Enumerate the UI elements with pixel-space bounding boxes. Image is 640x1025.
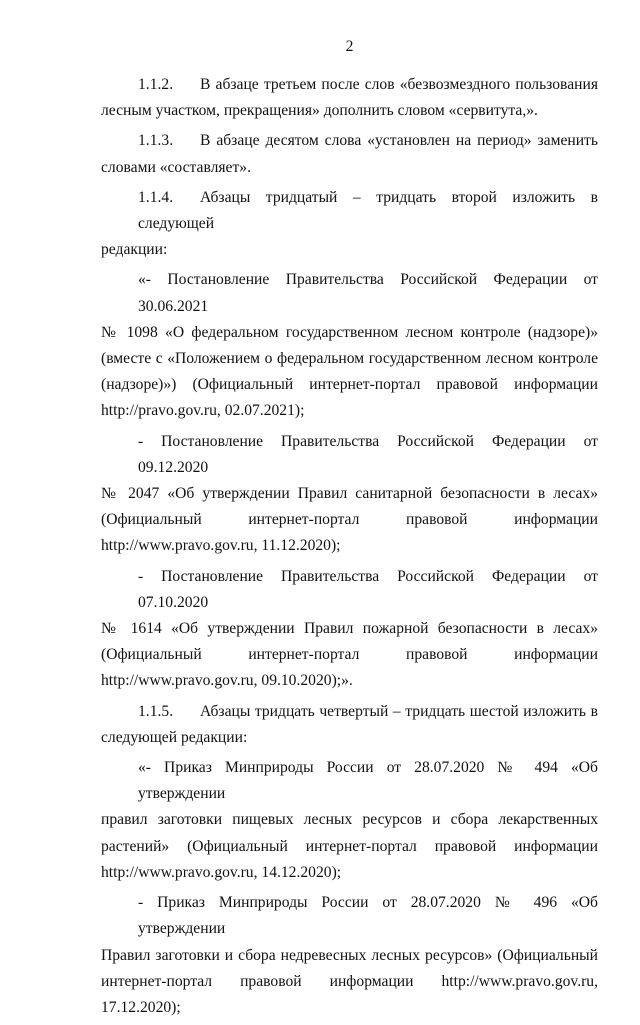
- text-line: [101, 128, 598, 154]
- document-body: [101, 72, 598, 1021]
- text-line: № 2047 «Об утверждении Правил санитарной безопасности в лесах»: [101, 485, 598, 503]
- text-line: лесным участком, прекращения» дополнить словом «сервитута,».: [101, 102, 538, 120]
- text-line: http://pravo.gov.ru, 02.07.2021);: [101, 402, 305, 420]
- paragraph-number: 1.1.4.: [138, 188, 174, 206]
- text-line: правил заготовки пищевых лесных ресурсов и сбора лекарственных: [101, 811, 598, 829]
- numbered-paragraph: [101, 185, 598, 264]
- text-line: [101, 699, 598, 725]
- text-line: «- Приказ Минприроды России от 28.07.2020 № 494 «Об утверждении: [138, 759, 598, 803]
- paragraph-text: В абзаце третьем после слов «безвозмездного пользования: [200, 76, 598, 93]
- text-line: http://www.pravo.gov.ru, 09.10.2020);».: [101, 672, 353, 690]
- text-line: Правил заготовки и сбора недревесных лесных ресурсов» (Официальный: [101, 946, 598, 964]
- text-line: http://www.pravo.gov.ru, 11.12.2020);: [101, 537, 341, 555]
- paragraph-text: Абзацы тридцать четвертый – тридцать шестой изложить в: [200, 702, 598, 720]
- numbered-paragraph: [101, 72, 598, 124]
- quoted-paragraph: [101, 755, 598, 886]
- text-line: (Официальный интернет-портал правовой информации: [101, 646, 598, 664]
- text-line: http://www.pravo.gov.ru, 14.12.2020);: [101, 863, 342, 881]
- paragraph-text: В абзаце десятом слова «установлен на период» заменить: [200, 132, 598, 150]
- text-line: - Постановление Правительства Российской Федерации от 09.12.2020: [138, 432, 598, 476]
- page-number: 2: [345, 38, 354, 55]
- text-line: [101, 72, 598, 98]
- text-line: (вместе с «Положением о федеральном государственном лесном контроле: [101, 350, 598, 368]
- text-line: растений» (Официальный интернет-портал правовой информации: [101, 837, 598, 855]
- text-line: - Постановление Правительства Российской Федерации от 07.10.2020: [138, 567, 598, 611]
- text-line: (надзоре)») (Официальный интернет-портал правовой информации: [101, 376, 598, 394]
- quoted-paragraph: [101, 429, 598, 560]
- numbered-paragraph: [101, 699, 598, 751]
- text-line: [101, 185, 598, 237]
- text-line: словами «составляет».: [101, 158, 251, 176]
- text-line: «- Постановление Правительства Российской Федерации от 30.06.2021: [138, 271, 598, 315]
- document-page: [101, 32, 598, 1025]
- text-line: № 1098 «О федеральном государственном лесном контроле (надзоре)»: [101, 323, 598, 341]
- paragraph-number: 1.1.3.: [138, 132, 174, 150]
- quoted-paragraph: [101, 890, 598, 1021]
- text-line: интернет-портал правовой информации http://www.pravo.gov.ru, 17.12.2020);: [101, 972, 598, 1016]
- text-line: - Приказ Минприроды России от 28.07.2020 № 496 «Об утверждении: [138, 894, 598, 938]
- numbered-paragraph: [101, 128, 598, 180]
- text-line: следующей редакции:: [101, 728, 248, 746]
- paragraph-number: 1.1.5.: [138, 702, 174, 720]
- quoted-paragraph: [101, 564, 598, 695]
- paragraph-number: 1.1.2.: [138, 76, 174, 93]
- text-line: (Официальный интернет-портал правовой информации: [101, 511, 598, 529]
- text-line: редакции:: [101, 241, 168, 259]
- paragraph-text: Абзацы тридцатый – тридцать второй изложить в следующей: [138, 188, 598, 233]
- quoted-paragraph: [101, 267, 598, 424]
- text-line: № 1614 «Об утверждении Правил пожарной безопасности в лесах»: [101, 620, 598, 638]
